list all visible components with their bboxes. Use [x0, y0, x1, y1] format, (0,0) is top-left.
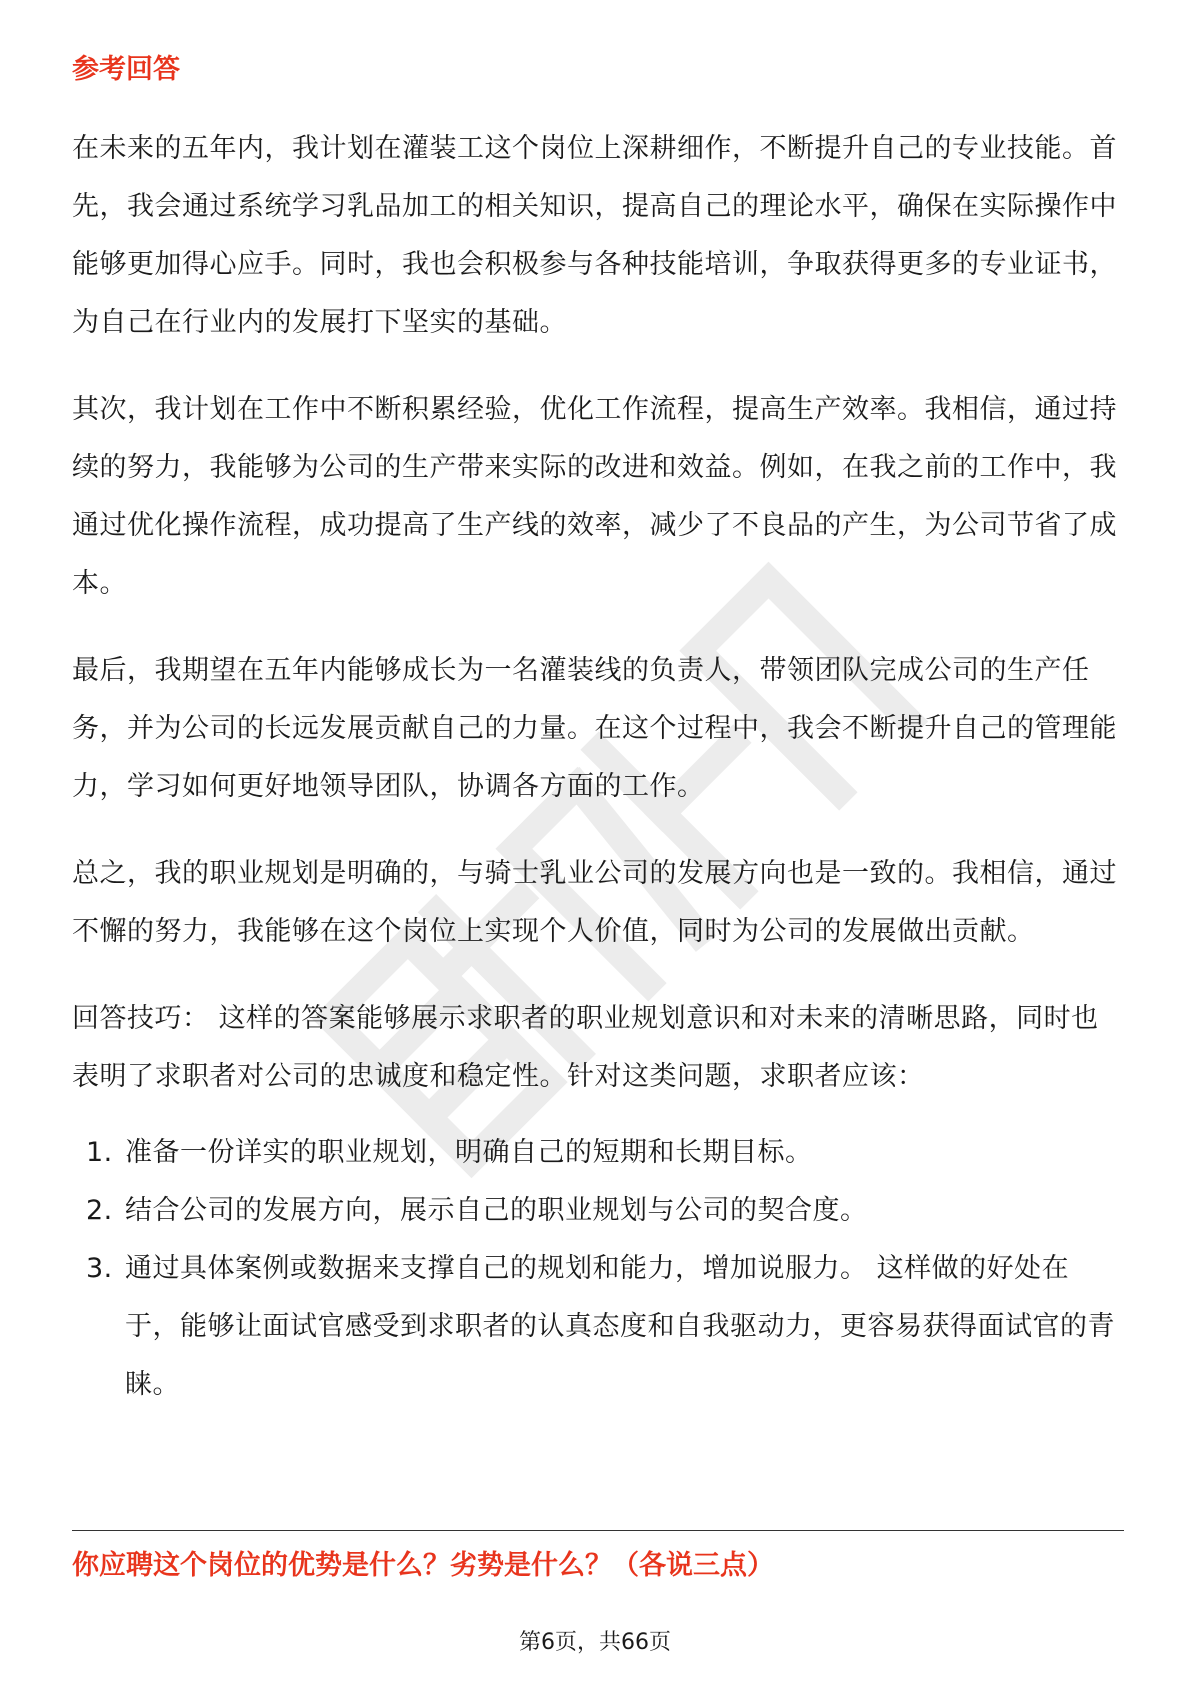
section-divider: [72, 1530, 1124, 1531]
list-item: [72, 1182, 1122, 1240]
list-item: [72, 1124, 1122, 1182]
answer-paragraph: 总之，我的职业规划是明确的，与骑士乳业公司的发展方向也是一致的。我相信，通过不懈的努力，我能够在这个岗位上实现个人价值，同时为公司的发展做出贡献。: [72, 858, 1117, 947]
next-question-heading: 你应聘这个岗位的优势是什么？劣势是什么？（各说三点）: [72, 1550, 774, 1581]
answer-paragraph: 在未来的五年内，我计划在灌装工这个岗位上深耕细作，不断提升自己的专业技能。首先，我会通过系统学习乳品加工的相关知识，提高自己的理论水平，确保在实际操作中能够更加得心应手。同时，我也会积极参与各种技能培训，争取获得更多的专业证书，为自己在行业内的发展打下坚实的基础。: [72, 133, 1117, 338]
answer-paragraph: 其次，我计划在工作中不断积累经验，优化工作流程，提高生产效率。我相信，通过持续的努力，我能够为公司的生产带来实际的改进和效益。例如，在我之前的工作中，我通过优化操作流程，成功提高了生产线的效率，减少了不良品的产生，为公司节省了成本。: [72, 394, 1117, 599]
list-item-number: 1.: [86, 1137, 113, 1168]
list-item: [72, 1240, 1122, 1414]
list-item-number: 2.: [86, 1195, 113, 1226]
tips-intro-paragraph: 回答技巧： 这样的答案能够展示求职者的职业规划意识和对未来的清晰思路，同时也表明了求职者对公司的忠诚度和稳定性。针对这类问题，求职者应该：: [72, 1003, 1099, 1092]
list-item-text: 准备一份详实的职业规划，明确自己的短期和长期目标。: [125, 1137, 813, 1168]
section-heading: 参考回答: [72, 54, 180, 85]
list-item-text: 结合公司的发展方向，展示自己的职业规划与公司的契合度。: [125, 1195, 868, 1226]
page-number: 第6页，共66页: [519, 1630, 671, 1655]
tips-list: [72, 1124, 1122, 1414]
answer-paragraph: 最后，我期望在五年内能够成长为一名灌装线的负责人，带领团队完成公司的生产任务，并为公司的长远发展贡献自己的力量。在这个过程中，我会不断提升自己的管理能力，学习如何更好地领导团队，协调各方面的工作。: [72, 655, 1117, 802]
list-item-number: 3.: [86, 1253, 113, 1284]
answer-body: [72, 120, 1122, 1414]
list-item-text: 通过具体案例或数据来支撑自己的规划和能力，增加说服力。 这样做的好处在于，能够让面试官感受到求职者的认真态度和自我驱动力，更容易获得面试官的青睐。: [125, 1253, 1115, 1400]
